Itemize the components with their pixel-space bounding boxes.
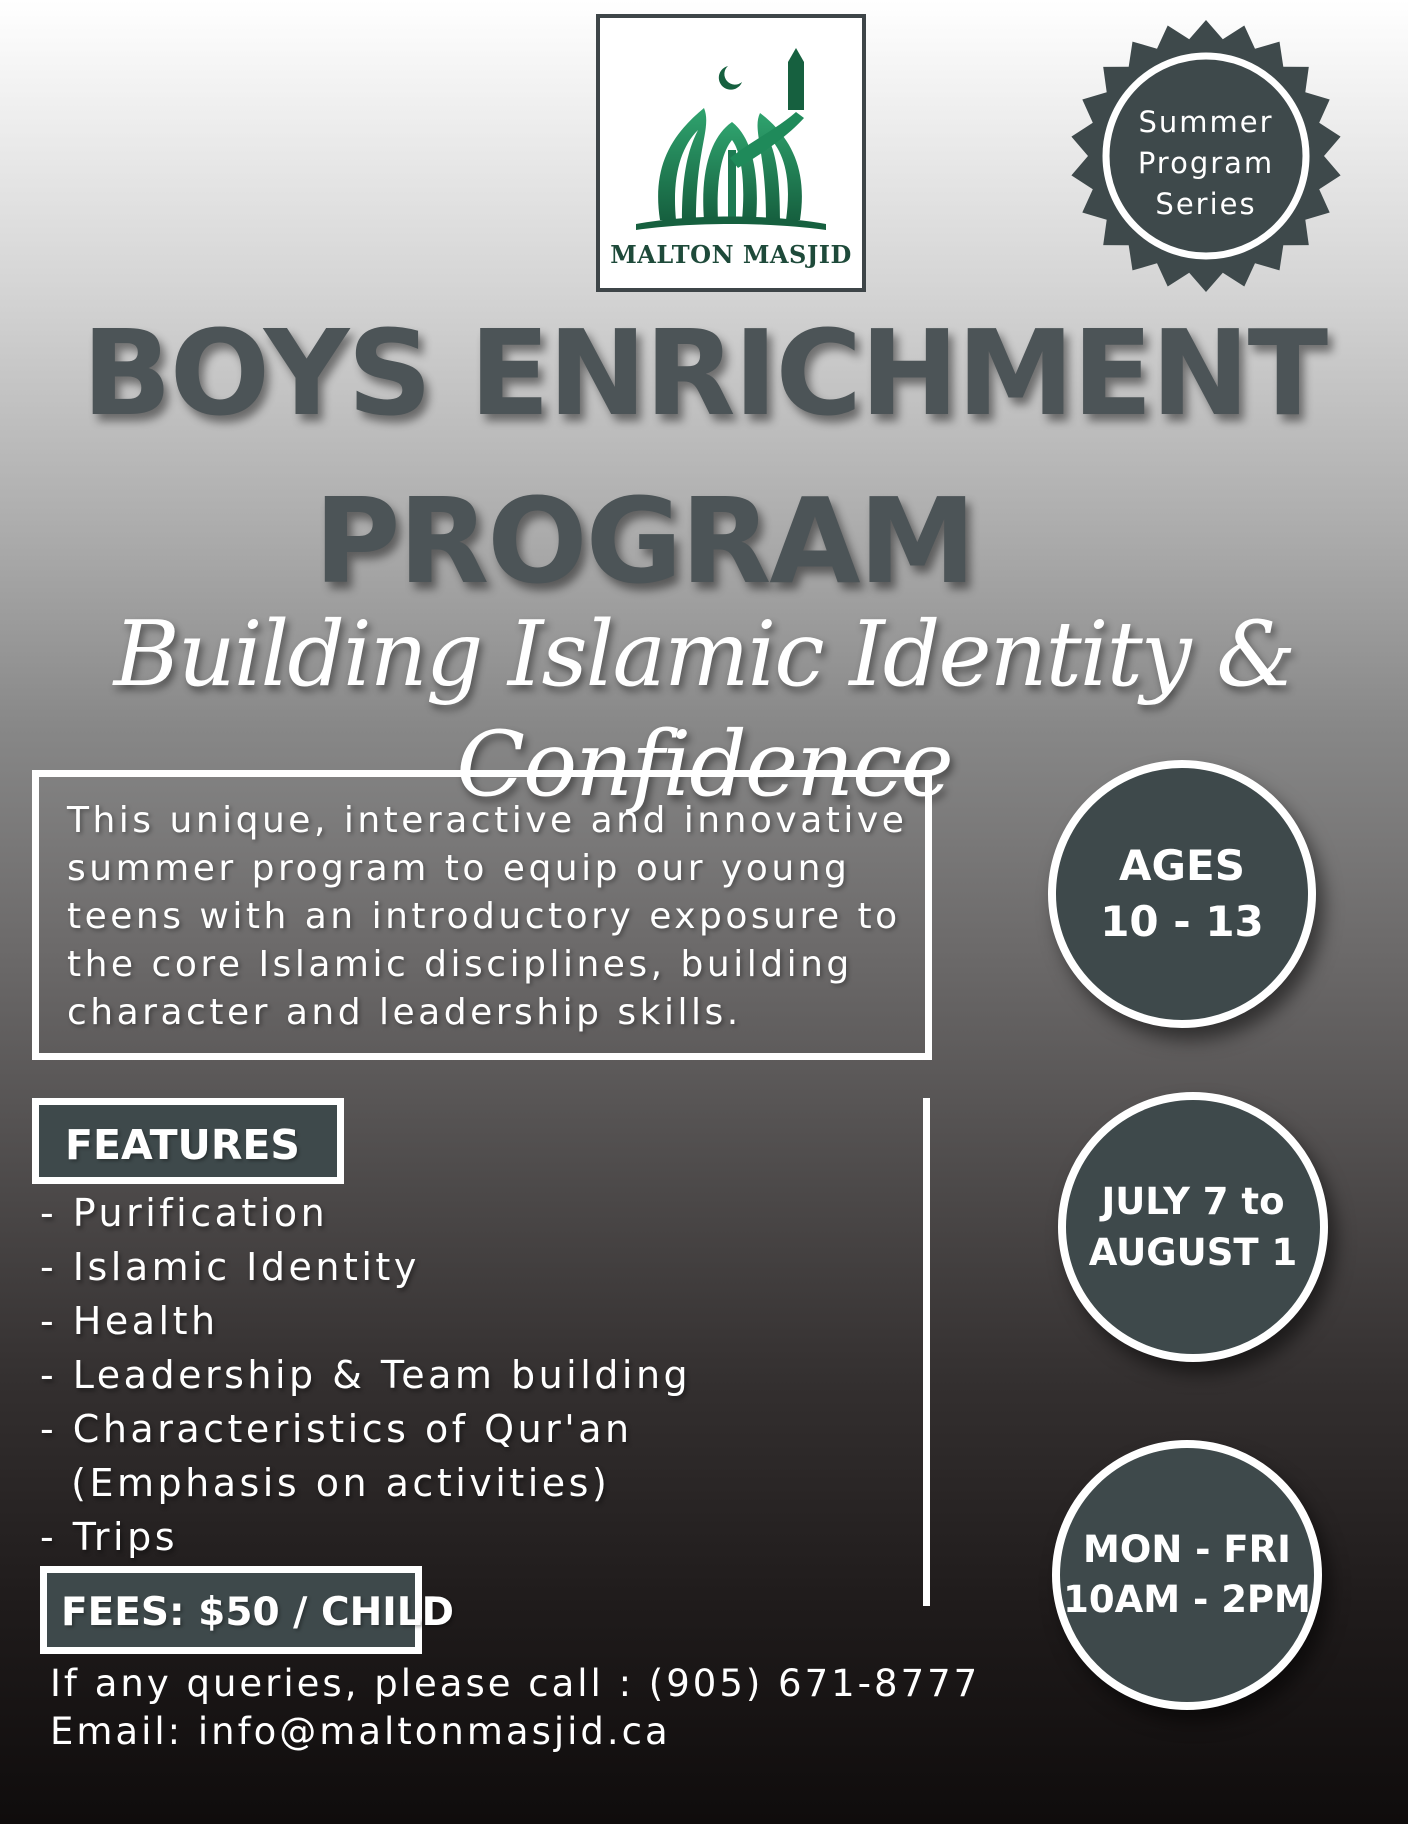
badge-line-3: Series xyxy=(1155,187,1257,221)
malton-masjid-logo xyxy=(596,14,866,292)
feature-item: - Islamic Identity xyxy=(40,1245,420,1289)
dates-start: JULY 7 to xyxy=(1101,1180,1285,1223)
time-circle xyxy=(1052,1440,1322,1710)
contact-info xyxy=(50,1660,980,1756)
summer-program-badge xyxy=(1068,18,1344,294)
feature-item: - Characteristics of Qur'an xyxy=(40,1407,633,1451)
fees-box xyxy=(40,1566,454,1654)
dates-end: AUGUST 1 xyxy=(1088,1231,1298,1274)
description-text: This unique, interactive and innovative summer program to equip our young teens with an introductory exposure to the core Islamic disciplines, building character and leadership skills. xyxy=(67,800,908,1033)
time-days: MON - FRI xyxy=(1083,1528,1291,1571)
contact-phone: If any queries, please call : (905) 671-8777 xyxy=(50,1662,981,1705)
title-line-1: BOYS ENRICHMENT xyxy=(81,304,1327,442)
feature-item: (Emphasis on activities) xyxy=(40,1461,611,1505)
features-heading: FEATURES xyxy=(65,1121,300,1169)
ages-circle xyxy=(1048,760,1316,1028)
features-heading-box xyxy=(32,1098,344,1184)
time-hours: 10AM - 2PM xyxy=(1063,1578,1311,1621)
vertical-divider xyxy=(923,1098,930,1606)
features-list xyxy=(40,1186,691,1564)
contact-email: Email: info@maltonmasjid.ca xyxy=(50,1710,671,1753)
feature-item: - Leadership & Team building xyxy=(40,1353,692,1397)
badge-line-1: Summer xyxy=(1138,105,1274,139)
dates-circle xyxy=(1058,1092,1328,1362)
ages-range: 10 - 13 xyxy=(1100,897,1264,946)
fees-text: FEES: $50 / CHILD xyxy=(61,1590,454,1635)
ages-label: AGES xyxy=(1119,841,1245,890)
feature-item: - Purification xyxy=(40,1191,329,1235)
badge-line-2: Program xyxy=(1137,146,1275,180)
description-box xyxy=(32,770,932,1060)
logo-wordmark: MALTON MASJID xyxy=(610,240,852,269)
tagline: Building Islamic Identity & Confidence xyxy=(113,602,1295,817)
title-line-2: PROGRAM xyxy=(313,472,975,610)
feature-item: - Health xyxy=(40,1299,219,1343)
feature-item: - Trips xyxy=(40,1515,179,1559)
